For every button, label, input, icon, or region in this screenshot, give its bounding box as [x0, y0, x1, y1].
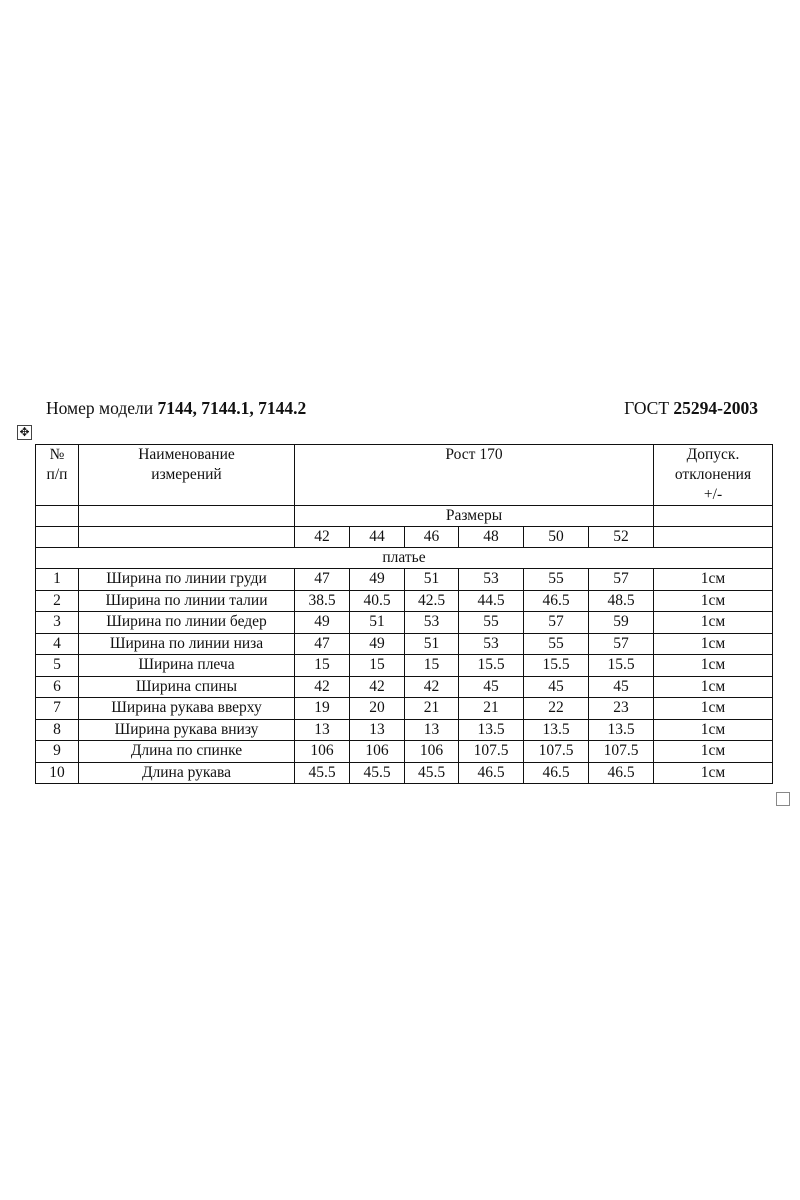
measurement-value: 45.5 — [350, 762, 405, 784]
col-name-header: Наименование измерений — [79, 445, 295, 506]
measurement-value: 21 — [405, 698, 459, 720]
tolerance-value: 1см — [654, 633, 773, 655]
header-row-3 — [36, 527, 773, 548]
tolerance-header: Допуск. отклонения +/- — [654, 445, 773, 506]
row-number: 10 — [36, 762, 79, 784]
measurement-value: 38.5 — [295, 590, 350, 612]
measurement-value: 13 — [350, 719, 405, 741]
row-number: 6 — [36, 676, 79, 698]
tolerance-value: 1см — [654, 698, 773, 720]
measurement-value: 15 — [295, 655, 350, 677]
measurement-value: 51 — [350, 612, 405, 634]
tolerance-value: 1см — [654, 655, 773, 677]
table-row — [36, 633, 773, 655]
measurement-value: 13.5 — [589, 719, 654, 741]
measurement-name: Ширина по линии груди — [79, 569, 295, 591]
size-cell: 44 — [350, 527, 405, 548]
measurement-value: 59 — [589, 612, 654, 634]
measurement-value: 42 — [295, 676, 350, 698]
row-number: 3 — [36, 612, 79, 634]
measurement-name: Ширина по линии талии — [79, 590, 295, 612]
size-cell: 50 — [524, 527, 589, 548]
table-resize-handle-icon[interactable] — [776, 792, 790, 806]
measurement-value: 106 — [350, 741, 405, 763]
size-cell: 46 — [405, 527, 459, 548]
measurement-name: Ширина плеча — [79, 655, 295, 677]
measurement-value: 15 — [350, 655, 405, 677]
measurement-value: 15 — [405, 655, 459, 677]
table-row — [36, 655, 773, 677]
table-row — [36, 590, 773, 612]
measurement-value: 57 — [524, 612, 589, 634]
table-row — [36, 676, 773, 698]
empty-cell — [654, 527, 773, 548]
size-cell: 42 — [295, 527, 350, 548]
measurement-value: 13 — [295, 719, 350, 741]
measurement-value: 107.5 — [589, 741, 654, 763]
table-row — [36, 569, 773, 591]
measurement-value: 47 — [295, 569, 350, 591]
header-row-1 — [36, 445, 773, 506]
empty-cell — [79, 527, 295, 548]
tolerance-value: 1см — [654, 762, 773, 784]
measurement-value: 53 — [459, 569, 524, 591]
measurement-value: 46.5 — [589, 762, 654, 784]
measurement-name: Ширина рукава вверху — [79, 698, 295, 720]
standard-label: ГОСТ — [624, 398, 670, 418]
document-header — [46, 398, 758, 419]
measurement-value: 42 — [350, 676, 405, 698]
model-line — [46, 398, 306, 419]
header-row-2 — [36, 506, 773, 527]
measurement-value: 13 — [405, 719, 459, 741]
measurement-value: 57 — [589, 633, 654, 655]
measurement-value: 21 — [459, 698, 524, 720]
row-number: 4 — [36, 633, 79, 655]
measurement-value: 45 — [589, 676, 654, 698]
size-cell: 52 — [589, 527, 654, 548]
measurement-value: 20 — [350, 698, 405, 720]
measurement-value: 46.5 — [524, 590, 589, 612]
table-row — [36, 698, 773, 720]
measurement-value: 107.5 — [524, 741, 589, 763]
row-number: 5 — [36, 655, 79, 677]
measurement-value: 106 — [405, 741, 459, 763]
tolerance-value: 1см — [654, 612, 773, 634]
measurement-value: 15.5 — [459, 655, 524, 677]
tolerance-value: 1см — [654, 569, 773, 591]
measurement-value: 23 — [589, 698, 654, 720]
table-move-handle-icon[interactable]: ✥ — [17, 425, 32, 440]
measurement-value: 51 — [405, 633, 459, 655]
measurement-value: 55 — [524, 633, 589, 655]
measurement-value: 19 — [295, 698, 350, 720]
measurement-value: 49 — [350, 633, 405, 655]
col-num-header: № п/п — [36, 445, 79, 506]
measurement-value: 45.5 — [295, 762, 350, 784]
model-numbers: 7144, 7144.1, 7144.2 — [157, 398, 307, 418]
measurement-value: 15.5 — [589, 655, 654, 677]
row-number: 9 — [36, 741, 79, 763]
size-cell: 48 — [459, 527, 524, 548]
measurement-value: 57 — [589, 569, 654, 591]
measurement-value: 44.5 — [459, 590, 524, 612]
measurement-value: 15.5 — [524, 655, 589, 677]
measurement-value: 55 — [459, 612, 524, 634]
tolerance-value: 1см — [654, 676, 773, 698]
measurement-name: Длина рукава — [79, 762, 295, 784]
measurement-value: 13.5 — [524, 719, 589, 741]
row-number: 1 — [36, 569, 79, 591]
measurement-value: 13.5 — [459, 719, 524, 741]
measurement-name: Ширина по линии бедер — [79, 612, 295, 634]
measurement-value: 40.5 — [350, 590, 405, 612]
table-row — [36, 741, 773, 763]
standard-number: 25294-2003 — [673, 398, 758, 418]
measurement-value: 106 — [295, 741, 350, 763]
measurement-value: 53 — [459, 633, 524, 655]
sizes-header: Размеры — [295, 506, 654, 527]
row-number: 2 — [36, 590, 79, 612]
tolerance-value: 1см — [654, 741, 773, 763]
measurement-value: 51 — [405, 569, 459, 591]
measurement-value: 42.5 — [405, 590, 459, 612]
measurement-value: 55 — [524, 569, 589, 591]
measurement-value: 49 — [350, 569, 405, 591]
table-row — [36, 719, 773, 741]
standard-line — [624, 398, 758, 419]
row-number: 7 — [36, 698, 79, 720]
measurement-value: 22 — [524, 698, 589, 720]
table-row — [36, 612, 773, 634]
section-row — [36, 548, 773, 569]
measurement-value: 46.5 — [459, 762, 524, 784]
measurement-value: 45.5 — [405, 762, 459, 784]
measurement-value: 53 — [405, 612, 459, 634]
measurement-value: 45 — [524, 676, 589, 698]
empty-cell — [36, 506, 79, 527]
measurement-value: 42 — [405, 676, 459, 698]
measurement-name: Ширина спины — [79, 676, 295, 698]
measurement-name: Ширина по линии низа — [79, 633, 295, 655]
tolerance-value: 1см — [654, 590, 773, 612]
tolerance-value: 1см — [654, 719, 773, 741]
measurement-table — [35, 444, 773, 784]
height-header: Рост 170 — [295, 445, 654, 506]
measurement-value: 107.5 — [459, 741, 524, 763]
empty-cell — [36, 527, 79, 548]
measurement-value: 49 — [295, 612, 350, 634]
empty-cell — [654, 506, 773, 527]
measurement-name: Длина по спинке — [79, 741, 295, 763]
table-row — [36, 762, 773, 784]
model-label: Номер модели — [46, 398, 154, 418]
measurement-value: 46.5 — [524, 762, 589, 784]
measurement-value: 48.5 — [589, 590, 654, 612]
row-number: 8 — [36, 719, 79, 741]
measurement-value: 45 — [459, 676, 524, 698]
section-label: платье — [36, 548, 773, 569]
measurement-value: 47 — [295, 633, 350, 655]
measurement-name: Ширина рукава внизу — [79, 719, 295, 741]
empty-cell — [79, 506, 295, 527]
